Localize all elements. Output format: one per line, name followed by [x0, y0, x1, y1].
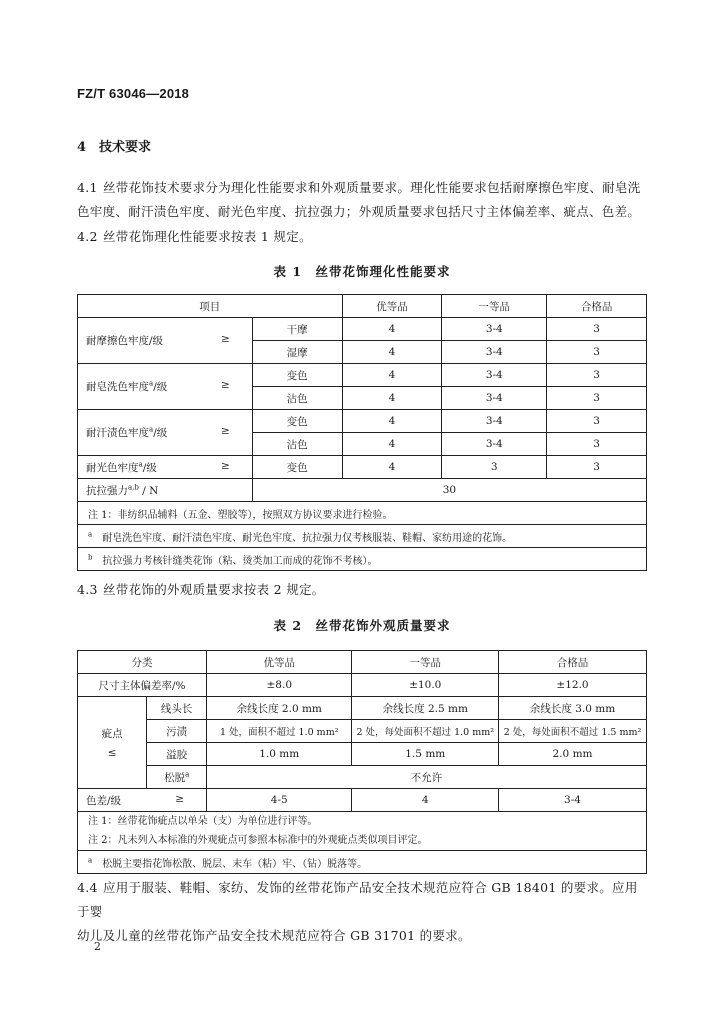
- table-row: [78, 364, 647, 387]
- sub-label: 变色: [252, 456, 342, 479]
- header-cell: 一等品: [442, 295, 547, 318]
- table-cell: ±12.0: [499, 674, 647, 697]
- sub-label: 污渍: [147, 720, 207, 743]
- table-cell: 4: [342, 364, 442, 387]
- row-label: 耐皂洗色牢度$^a$/级 ≥: [78, 364, 253, 410]
- table-cell: 3: [547, 410, 647, 433]
- table-cell: 不允许: [207, 766, 647, 789]
- table-cell: ±8.0: [207, 674, 352, 697]
- clause-text-line: 幼儿及儿童的丝带花饰产品安全技术规范应符合 GB 31701 的要求。: [77, 928, 471, 943]
- table-cell: 3: [442, 456, 547, 479]
- table-cell: 3: [547, 433, 647, 456]
- table-cell: 3: [547, 318, 647, 341]
- table-row: [78, 318, 647, 341]
- table-footnote-row: [78, 548, 647, 571]
- table-cell: 3-4: [442, 410, 547, 433]
- table-cell: 2.0 mm: [499, 743, 647, 766]
- table-cell: 3: [547, 456, 647, 479]
- row-label: 耐光色牢度$^a$/级 ≥: [78, 456, 253, 479]
- table-cell: 4: [342, 410, 442, 433]
- table-row: [78, 410, 647, 433]
- table-cell: 3-4: [442, 364, 547, 387]
- table-1-caption: 表 1 丝带花饰理化性能要求: [273, 264, 451, 279]
- table-cell: 1 处，面积不超过 1.0 mm²: [207, 720, 352, 743]
- table-cell: 3: [547, 341, 647, 364]
- clause-4-3: [77, 578, 647, 602]
- clause-number: 4.1: [77, 180, 98, 195]
- clause-text: 丝带花饰理化性能要求按表 1 规定。: [103, 229, 312, 244]
- table-cell: 4: [342, 456, 442, 479]
- table-2-caption: 表 2 丝带花饰外观质量要求: [273, 618, 451, 633]
- table-row: [78, 697, 647, 720]
- standard-code-header: FZ/T 63046—2018: [77, 86, 190, 101]
- table-cell: 4: [342, 433, 442, 456]
- clause-number: 4.4: [77, 880, 98, 895]
- table-cell: 4: [352, 789, 499, 812]
- table-header-row: [78, 295, 647, 318]
- page-number: 2: [94, 940, 101, 953]
- table-footnote-row: [78, 851, 647, 874]
- table-note-row: [78, 502, 647, 525]
- table-cell: 4: [342, 341, 442, 364]
- sub-label: 溢胶: [147, 743, 207, 766]
- table-row: [78, 766, 647, 789]
- clause-number: 4.2: [77, 229, 98, 244]
- table-row: [78, 456, 647, 479]
- row-label: 尺寸主体偏差率/%: [78, 674, 207, 697]
- row-label: 色差/级 ≥: [78, 789, 207, 812]
- clause-number: 4.3: [77, 582, 98, 597]
- header-cell: 优等品: [207, 651, 352, 674]
- row-label: 耐汗渍色牢度$^a$/级 ≥: [78, 410, 253, 456]
- table-cell: 3: [547, 364, 647, 387]
- table-footnote: $^a$ 松脱主要指花饰松散、脱层、末车（粘）牢、（钻）脱落等。: [78, 851, 647, 874]
- sub-label: 松脱$^a$: [147, 766, 207, 789]
- clause-text: 丝带花饰的外观质量要求按表 2 规定。: [103, 582, 325, 597]
- table-1: [77, 294, 647, 571]
- table-cell: ±10.0: [352, 674, 499, 697]
- table-cell: 4: [342, 387, 442, 410]
- table-cell: 1.0 mm: [207, 743, 352, 766]
- table-cell: 2 处，每处面积不超过 1.5 mm²: [499, 720, 647, 743]
- clause-4-2: [77, 225, 647, 249]
- table-cell: 4-5: [207, 789, 352, 812]
- table-cell: 3: [547, 387, 647, 410]
- header-cell: 项目: [78, 295, 343, 318]
- header-cell: 分类: [78, 651, 207, 674]
- table-note-row: [78, 812, 647, 851]
- sub-label: 湿摩: [252, 341, 342, 364]
- header-cell: 一等品: [352, 651, 499, 674]
- row-label: 耐摩擦色牢度/级 ≥: [78, 318, 253, 364]
- section-heading: 技术要求: [99, 140, 152, 155]
- section-number: 4: [77, 140, 87, 155]
- table-note: 注 1：非纺织品辅料（五金、塑胶等），按照双方协议要求进行检验。: [78, 502, 647, 525]
- table-cell: 2 处，每处面积不超过 1.0 mm²: [352, 720, 499, 743]
- sub-label: 干摩: [252, 318, 342, 341]
- clause-4-1: [77, 176, 647, 224]
- sub-label: 沾色: [252, 433, 342, 456]
- table-row: [78, 720, 647, 743]
- sub-label: 变色: [252, 364, 342, 387]
- clause-4-4: [77, 876, 647, 948]
- table-row: [78, 789, 647, 812]
- table-footnote-row: [78, 525, 647, 548]
- table-note: 注 1：丝带花饰疵点以单朵（支）为单位进行评等。 注 2：凡未列入本标准的外观疵点可参照本标准中的外观疵点类似项目评定。: [78, 812, 647, 851]
- row-label: 抗拉强力$^{a,b}$ / N: [78, 479, 253, 502]
- table-footnote: $^b$ 抗拉强力考核针缝类花饰（粘、烫类加工而成的花饰不考核）。: [78, 548, 647, 571]
- clause-text-line: 色牢度、耐汗渍色牢度、耐光色牢度、抗拉强力；外观质量要求包括尺寸主体偏差率、疵点、色差。: [77, 204, 641, 219]
- header-cell: 优等品: [342, 295, 442, 318]
- table-row: [78, 674, 647, 697]
- section-4-title: [77, 136, 151, 155]
- table-row: [78, 479, 647, 502]
- table-row: [78, 743, 647, 766]
- header-cell: 合格品: [547, 295, 647, 318]
- sub-label: 线头长: [147, 697, 207, 720]
- table-cell: 3-4: [442, 341, 547, 364]
- table-cell: 1.5 mm: [352, 743, 499, 766]
- table-cell: 余线长度 2.0 mm: [207, 697, 352, 720]
- clause-text-line: 丝带花饰技术要求分为理化性能要求和外观质量要求。理化性能要求包括耐摩擦色牢度、耐皂洗: [103, 180, 641, 195]
- table-cell: 3-4: [499, 789, 647, 812]
- table-2: [77, 650, 647, 874]
- table-cell: 3-4: [442, 318, 547, 341]
- table-cell: 余线长度 2.5 mm: [352, 697, 499, 720]
- table-cell: 4: [342, 318, 442, 341]
- clause-text-line: 应用于服装、鞋帽、家纺、发饰的丝带花饰产品安全技术规范应符合 GB 18401 的要求。应用于婴: [77, 880, 638, 919]
- table-header-row: [78, 651, 647, 674]
- table-cell: 余线长度 3.0 mm: [499, 697, 647, 720]
- table-cell: 30: [252, 479, 646, 502]
- table-cell: 3-4: [442, 387, 547, 410]
- sub-label: 沾色: [252, 387, 342, 410]
- table-footnote: $^a$ 耐皂洗色牢度、耐汗渍色牢度、耐光色牢度、抗拉强力仅考核服装、鞋帽、家纺用途的花饰。: [78, 525, 647, 548]
- header-cell: 合格品: [499, 651, 647, 674]
- row-label: 疵点 ≤: [78, 697, 147, 789]
- table-cell: 3-4: [442, 433, 547, 456]
- sub-label: 变色: [252, 410, 342, 433]
